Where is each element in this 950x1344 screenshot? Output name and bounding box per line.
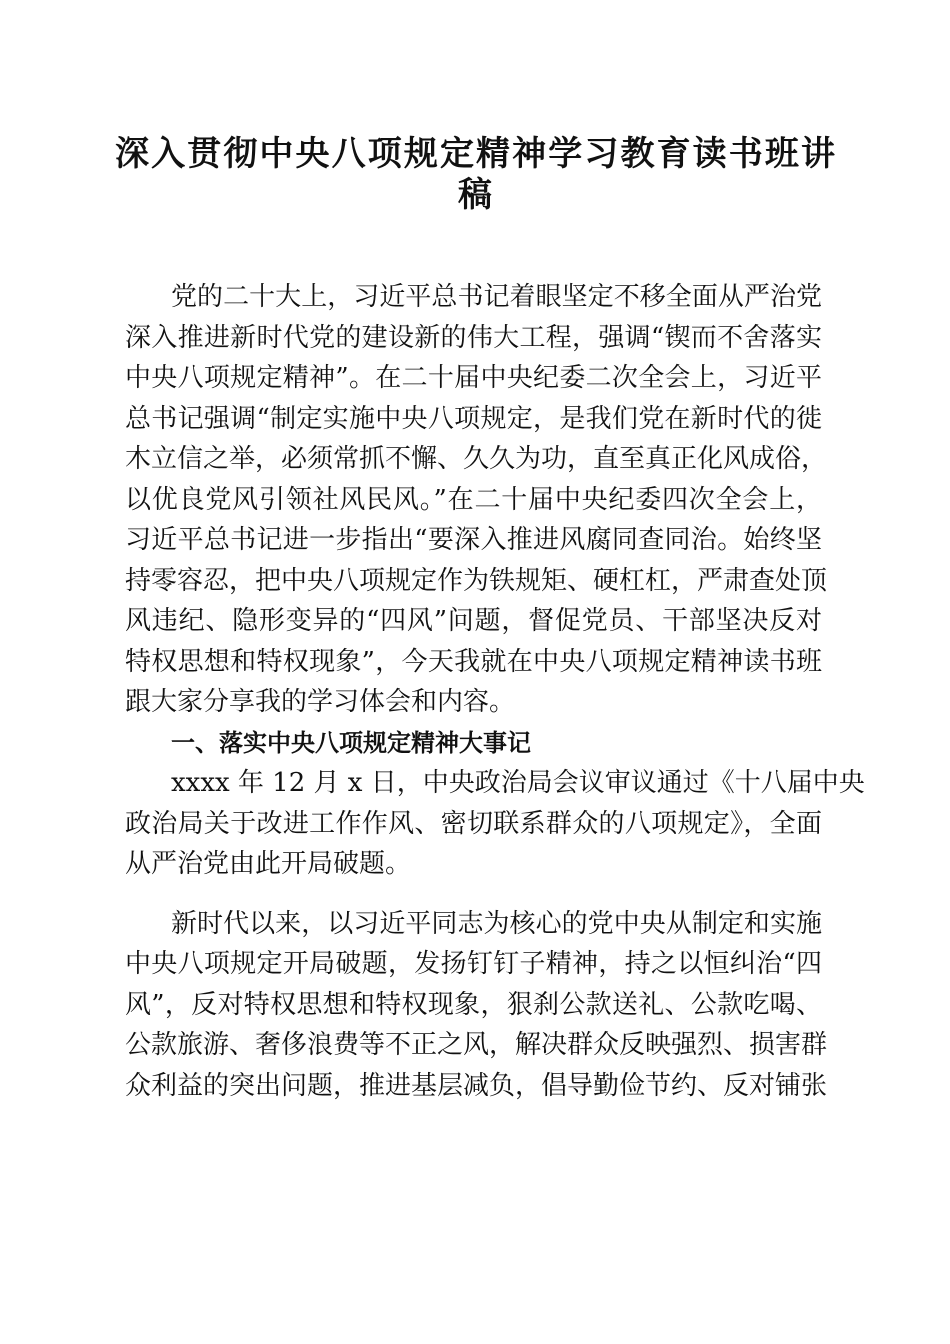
document-title bbox=[115, 134, 835, 215]
paragraph bbox=[125, 904, 828, 1107]
text-line: 风违纪、隐形变异的“四风”问题，督促党员、干部坚决反对 bbox=[125, 606, 822, 636]
text-line: 总书记强调“制定实施中央八项规定，是我们党在新时代的徙 bbox=[125, 403, 822, 434]
text-line: 从严治党由此开局破题。 bbox=[125, 849, 412, 879]
title-line: 稿 bbox=[458, 174, 492, 215]
text-line: 公款旅游、奢侈浪费等不正之风，解决群众反映强烈、损害群 bbox=[125, 1030, 828, 1060]
document-body bbox=[125, 277, 865, 1106]
text-line: 政治局关于改进工作作风、密切联系群众的八项规定》，全面 bbox=[125, 808, 822, 839]
text-line: 中央八项规定精神”。在二十届中央纪委二次全会上，习近平 bbox=[125, 363, 822, 393]
text-line: 众利益的突出问题，推进基层减负，倡导勤俭节约、反对铺张 bbox=[125, 1070, 828, 1101]
text-line: xxxx 年 12 月 x 日，中央政治局会议审议通过《十八届中央 bbox=[171, 768, 865, 798]
text-line: 以优良党风引领社风民风。”在二十届中央纪委四次全会上， bbox=[125, 484, 822, 515]
paragraph bbox=[125, 763, 865, 885]
text-line: 深入推进新时代党的建设新的伟大工程，强调“锲而不舍落实 bbox=[125, 322, 822, 353]
text-line: 木立信之举，必须常抓不懈、久久为功，直至真正化风成俗， bbox=[125, 444, 828, 474]
paragraph bbox=[125, 277, 828, 723]
text-line: 一、落实中央八项规定精神大事记 bbox=[171, 728, 531, 757]
text-line: 跟大家分享我的学习体会和内容。 bbox=[125, 687, 516, 717]
text-line: 党的二十大上，习近平总书记着眼坚定不移全面从严治党 bbox=[171, 282, 822, 312]
text-line: 习近平总书记进一步指出“要深入推进风腐同查同治。始终坚 bbox=[125, 525, 822, 555]
text-line: 持零容忍，把中央八项规定作为铁规矩、硬杠杠，严肃查处顶 bbox=[125, 565, 828, 596]
text-line: 特权思想和特权现象”，今天我就在中央八项规定精神读书班 bbox=[125, 646, 822, 677]
text-line: 风”，反对特权思想和特权现象，狠刹公款送礼、公款吃喝、 bbox=[125, 989, 822, 1020]
section-heading bbox=[125, 723, 822, 764]
text-line: 新时代以来，以习近平同志为核心的党中央从制定和实施 bbox=[171, 908, 822, 939]
text-line: 中央八项规定开局破题，发扬钉钉子精神，持之以恒纠治“四 bbox=[125, 949, 822, 979]
title-line: 深入贯彻中央八项规定精神学习教育读书班讲 bbox=[115, 134, 835, 174]
